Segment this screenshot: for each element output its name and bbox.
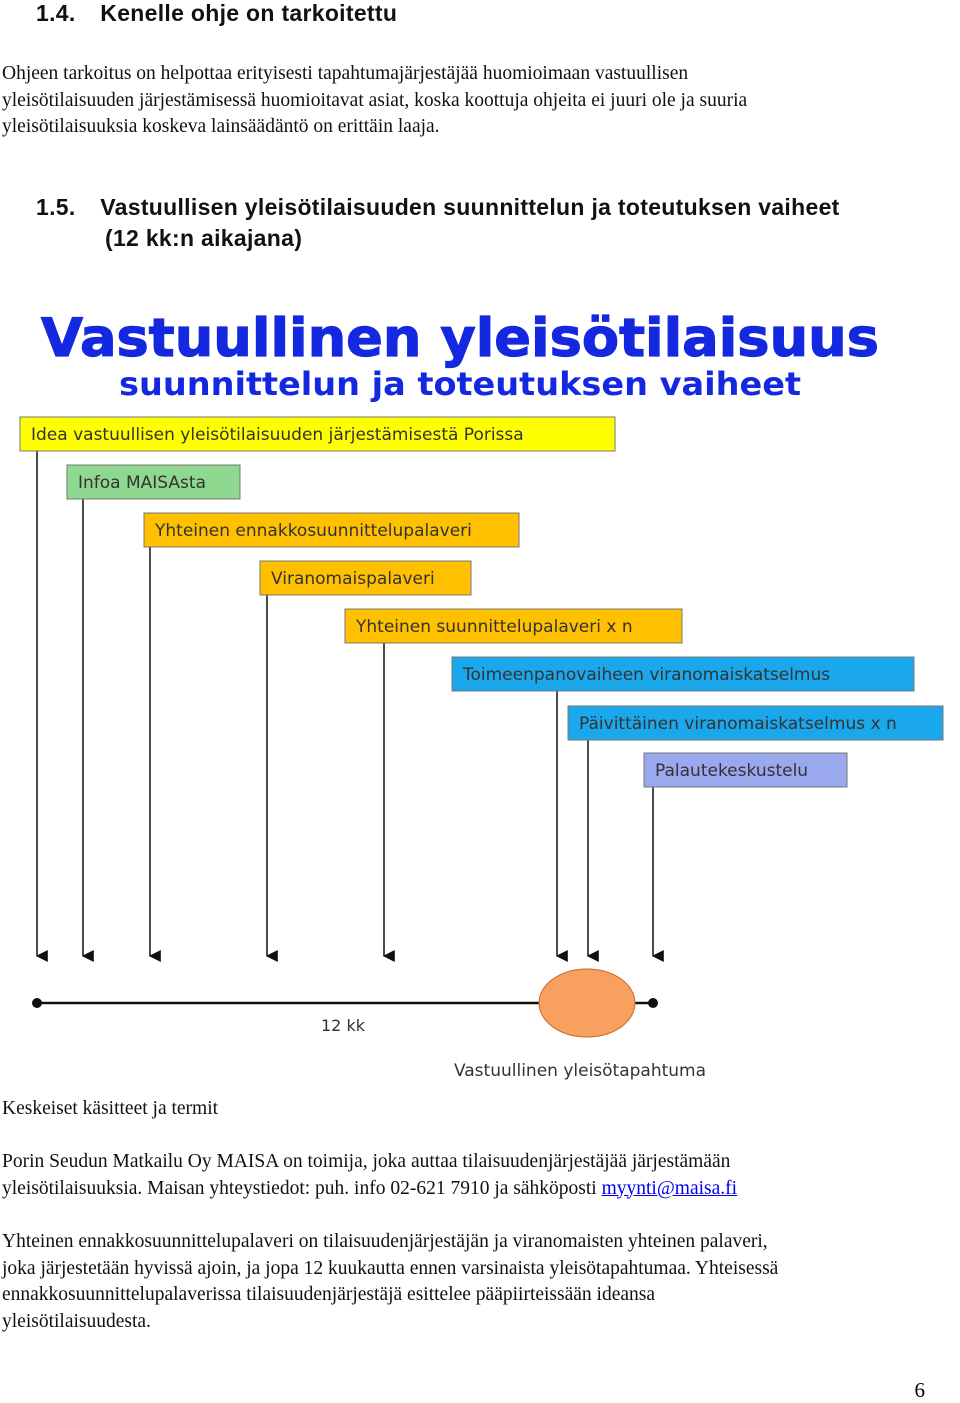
intro-paragraph: Ohjeen tarkoitus on helpottaa erityisesti tapahtumajärjestäjää huomioimaan vastuullisen yleisötilaisuuden järjestämisessä huomioitavat asiat, koska koottuja ohjeita ei juuri ole ja suuria yleisötilaisuuksia koskeva lainsäädäntö on erittäin laaja.	[2, 63, 748, 137]
phase-boxes	[20, 417, 943, 787]
timeline	[32, 969, 706, 1081]
page-number: 6	[914, 1378, 925, 1402]
phase-label: Idea vastuullisen yleisötilaisuuden järjestämisestä Porissa	[31, 425, 524, 445]
phase-label: Yhteinen ennakkosuunnittelupalaveri	[155, 521, 472, 541]
phase-box	[144, 513, 519, 547]
section-title: Kenelle ohje on tarkoitettu	[100, 0, 398, 26]
phase-box	[452, 657, 914, 691]
palaveri-paragraph: Yhteinen ennakkosuunnittelupalaveri on tilaisuudenjärjestäjän ja viranomaisten yhteinen palaveri, joka järjestetään hyvissä ajoin, ja jopa 12 kuukautta ennen varsinaista yleisötapahtumaa. Yhteisessä ennakkosuunnittelupalaverissa tilaisuudenjärjestäjä esittelee pääpiirteissään ideansa yleisötilaisuudesta.	[2, 1231, 779, 1332]
phase-box	[67, 465, 240, 499]
phase-label: Yhteinen suunnittelupalaveri x n	[356, 617, 633, 637]
event-label: Vastuullinen yleisötapahtuma	[453, 1061, 707, 1081]
timeline-end-dot	[648, 998, 658, 1008]
phase-box	[260, 561, 471, 595]
phase-label: Toimeenpanovaiheen viranomaiskatselmus	[463, 665, 831, 685]
section-1-5-heading	[36, 192, 840, 254]
timeline-duration-label: 12 kk	[321, 1016, 365, 1035]
phase-label: Palautekeskustelu	[655, 761, 809, 781]
phase-label: Infoa MAISAsta	[78, 473, 206, 493]
email-link[interactable]: myynti@maisa.fi	[601, 1177, 738, 1199]
timeline-start-dot	[32, 998, 42, 1008]
terms-heading: Keskeiset käsitteet ja termit	[2, 1098, 219, 1119]
section-number: 1.4.	[36, 0, 76, 26]
phase-box	[568, 706, 943, 740]
phase-label: Päivittäinen viranomaiskatselmus x n	[579, 714, 897, 734]
phase-box	[345, 609, 682, 643]
diagram-subtitle: suunnittelun ja toteutuksen vaiheet	[119, 365, 801, 403]
event-ellipse	[539, 969, 635, 1037]
section-title: Vastuullisen yleisötilaisuuden suunnittelun ja toteutuksen vaiheet	[100, 194, 840, 220]
section-number: 1.5.	[36, 194, 76, 220]
phase-box	[20, 417, 615, 451]
maisa-paragraph: Porin Seudun Matkailu Oy MAISA on toimija, joka auttaa tilaisuudenjärjestäjää järjestämään yleisötilaisuuksia. Maisan yhteystiedot: puh. info 02-621 7910 ja sähköposti myynti@maisa.fi	[2, 1151, 738, 1199]
diagram-title: Vastuullinen yleisötilaisuus	[41, 308, 879, 369]
phase-box	[644, 753, 847, 787]
phase-label: Viranomaispalaveri	[271, 569, 435, 589]
section-title-line2: (12 kk:n aikajana)	[105, 225, 303, 251]
timeline-diagram	[0, 290, 960, 1090]
section-1-4-heading	[36, 0, 397, 27]
